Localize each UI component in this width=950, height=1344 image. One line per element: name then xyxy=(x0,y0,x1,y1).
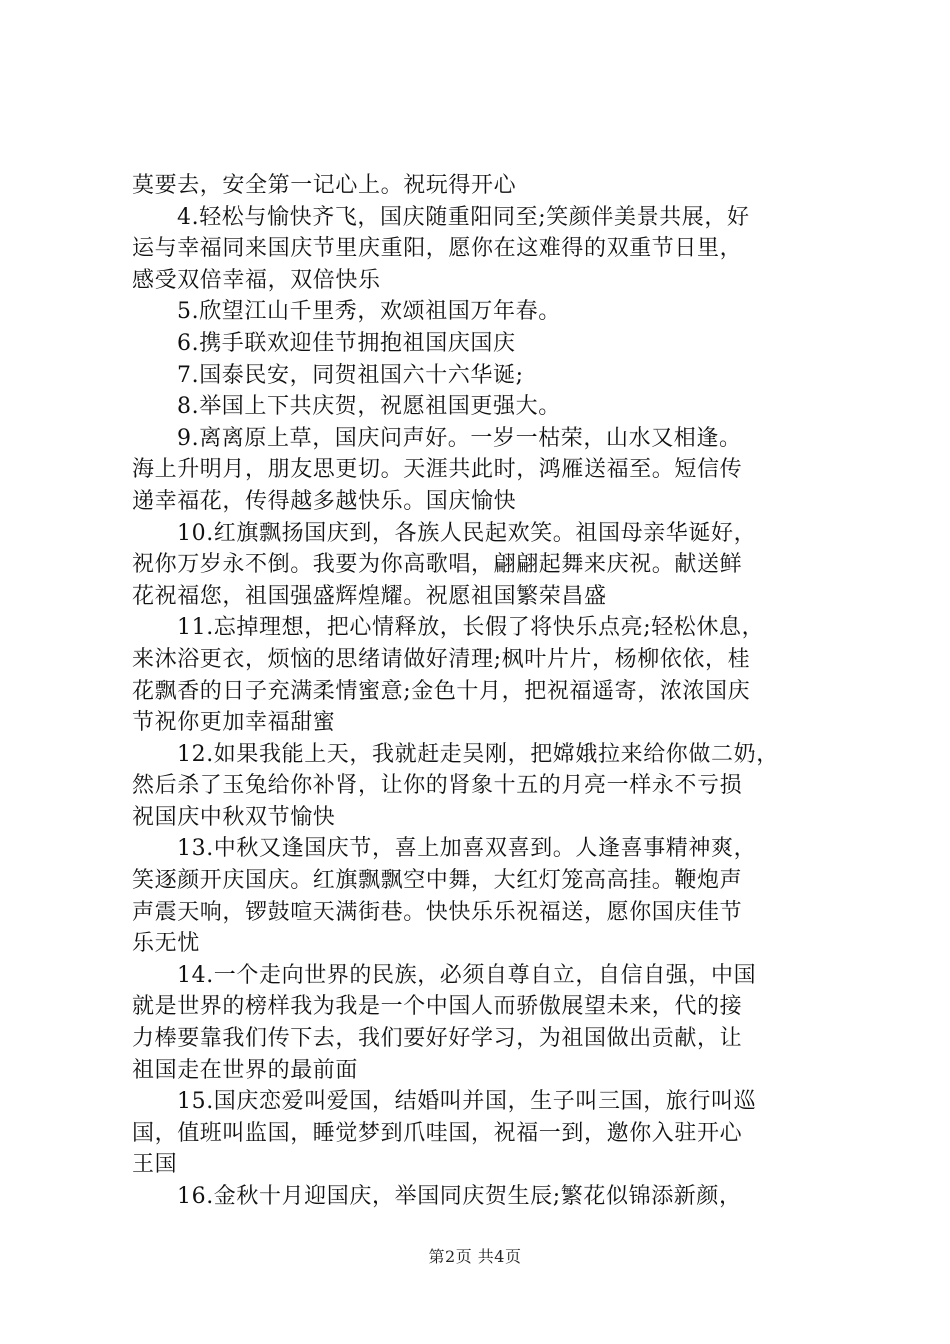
text-line: 节祝你更加幸福甜蜜 xyxy=(132,710,336,736)
text-line: 海上升明月，朋友思更切。天涯共此时，鸿雁送福至。短信传 xyxy=(132,457,743,483)
text-line: 13.中秋又逢国庆节，喜上加喜双喜到。人逢喜事精神爽， xyxy=(177,836,757,862)
text-line: 祖国走在世界的最前面 xyxy=(132,1057,359,1083)
text-line: 运与幸福同来国庆节里庆重阳，愿你在这难得的双重节日里， xyxy=(132,236,743,262)
document-body xyxy=(132,170,842,1213)
text-line: 就是世界的榜样我为我是一个中国人而骄傲展望未来，代的接 xyxy=(132,994,743,1020)
text-line: 7.国泰民安，同贺祖国六十六华诞; xyxy=(177,362,524,388)
text-line: 声震天响，锣鼓喧天满街巷。快快乐乐祝福送，愿你国庆佳节 xyxy=(132,899,743,925)
text-line: 5.欣望江山千里秀，欢颂祖国万年春。 xyxy=(177,299,561,325)
text-line: 12.如果我能上天，我就赶走吴刚，把嫦娥拉来给你做二奶， xyxy=(177,741,779,767)
text-line: 8.举国上下共庆贺，祝愿祖国更强大。 xyxy=(177,394,561,420)
text-line: 9.离离原上草，国庆问声好。一岁一枯荣，山水又相逢。 xyxy=(177,425,742,451)
text-line: 乐无忧 xyxy=(132,931,200,957)
text-line: 祝你万岁永不倒。我要为你高歌唱，翩翩起舞来庆祝。献送鲜 xyxy=(132,552,743,578)
text-line: 4.轻松与愉快齐飞，国庆随重阳同至;笑颜伴美景共展，好 xyxy=(177,204,750,230)
text-line: 然后杀了玉兔给你补肾，让你的肾象十五的月亮一样永不亏损 xyxy=(132,773,743,799)
text-line: 来沐浴更衣，烦恼的思绪请做好清理;枫叶片片，杨柳依依，桂 xyxy=(132,646,751,672)
page-footer: 第2页 共4页 xyxy=(428,1247,522,1266)
text-line: 递幸福花，传得越多越快乐。国庆愉快 xyxy=(132,488,517,514)
text-line: 花祝福您，祖国强盛辉煌耀。祝愿祖国繁荣昌盛 xyxy=(132,583,607,609)
text-line: 国，值班叫监国，睡觉梦到爪哇国，祝福一到，邀你入驻开心 xyxy=(132,1120,743,1146)
text-line: 14.一个走向世界的民族，必须自尊自立，自信自强，中国 xyxy=(177,962,757,988)
text-line: 感受双倍幸福，双倍快乐 xyxy=(132,267,381,293)
text-line: 6.携手联欢迎佳节拥抱祖国庆国庆 xyxy=(177,330,516,356)
text-line: 15.国庆恋爱叫爱国，结婚叫并国，生子叫三国，旅行叫巡 xyxy=(177,1089,757,1115)
text-line: 笑逐颜开庆国庆。红旗飘飘空中舞，大红灯笼高高挂。鞭炮声 xyxy=(132,868,743,894)
text-line: 10.红旗飘扬国庆到，各族人民起欢笑。祖国母亲华诞好， xyxy=(177,520,757,546)
text-line: 花飘香的日子充满柔情蜜意;金色十月，把祝福遥寄，浓浓国庆 xyxy=(132,678,751,704)
text-line: 11.忘掉理想，把心情释放，长假了将快乐点亮;轻松休息， xyxy=(177,615,765,641)
text-line: 祝国庆中秋双节愉快 xyxy=(132,804,336,830)
text-line: 16.金秋十月迎国庆，举国同庆贺生辰;繁花似锦添新颜， xyxy=(177,1184,742,1209)
text-line: 莫要去，安全第一记心上。祝玩得开心 xyxy=(132,173,517,198)
text-line: 王国 xyxy=(132,1152,178,1178)
text-line: 力棒要靠我们传下去，我们要好好学习，为祖国做出贡献，让 xyxy=(132,1026,743,1052)
